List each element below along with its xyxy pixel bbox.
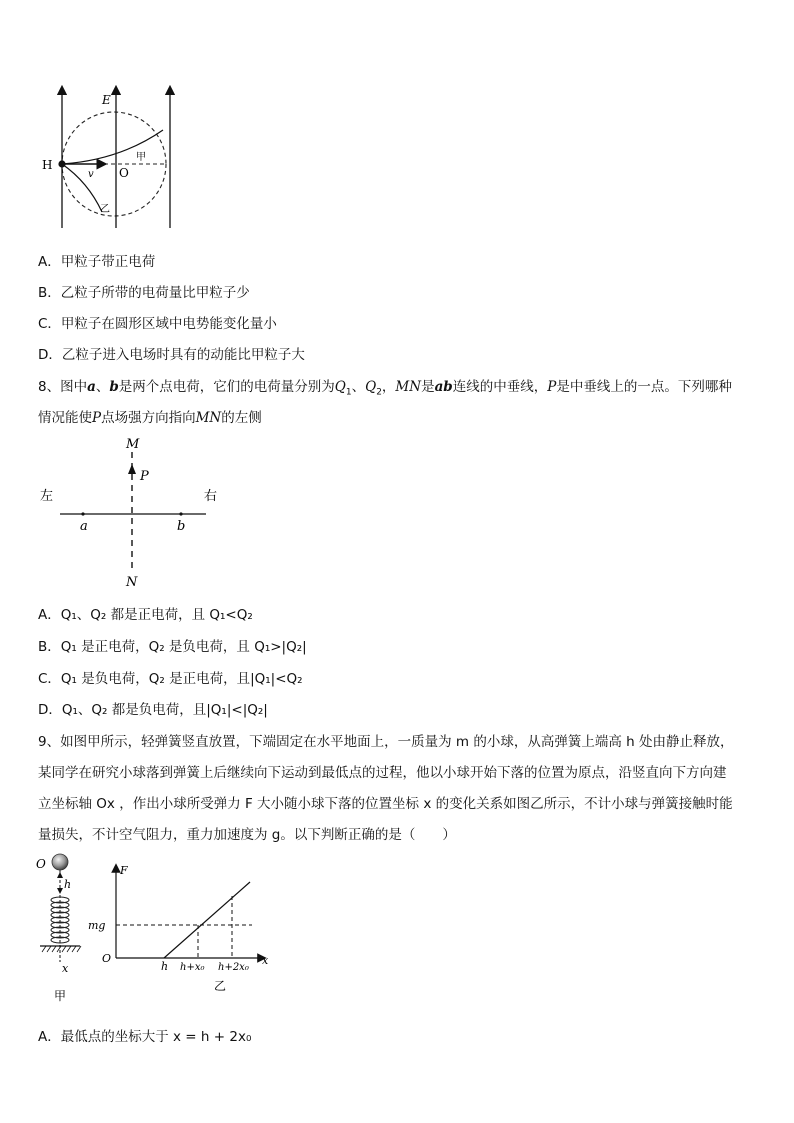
- q7-field-figure: [30, 82, 190, 234]
- trajectory-jia: [62, 130, 163, 164]
- p-arrow: [128, 464, 136, 474]
- q8-stem-line-2: [38, 406, 262, 426]
- q9-stem-line-3: 立坐标轴 Ox ，作出小球所受弹力 F 大小随小球下落的位置坐标 x 的变化关系如图乙所示，不计小球与弹簧接触时能: [38, 796, 733, 812]
- label-h: h: [161, 960, 169, 973]
- text: 、: [95, 379, 110, 395]
- q8-option-d: D．Q₁、Q₂ 都是负电荷，且|Q₁|<|Q₂|: [38, 702, 268, 718]
- text: 情况能使: [38, 410, 92, 426]
- caption-jia: 甲: [54, 989, 67, 1003]
- q8-option-a: A．Q₁、Q₂ 都是正电荷，且 Q₁<Q₂: [38, 607, 253, 623]
- label-x: x: [62, 962, 69, 975]
- text: 是: [421, 379, 435, 395]
- sub-2: 2: [376, 387, 382, 398]
- q7-option-a: A．甲粒子带正电荷: [38, 254, 156, 270]
- q7-option-d: D．乙粒子进入电场时具有的动能比甲粒子大: [38, 347, 305, 363]
- var-q2: Q: [365, 379, 377, 395]
- q8-option-b: B．Q₁ 是正电荷，Q₂ 是负电荷，且 Q₁>|Q₂|: [38, 639, 307, 655]
- label-E: E: [102, 93, 111, 107]
- label-P: P: [140, 469, 149, 484]
- label-h-x0: h+x₀: [180, 962, 205, 973]
- q9-spring-figure: [34, 850, 94, 1010]
- text: 连线的中垂线，: [452, 379, 548, 395]
- q8-option-c: C．Q₁ 是负电荷，Q₂ 是正电荷，且|Q₁|<Q₂: [38, 671, 303, 687]
- label-h: h: [64, 878, 72, 891]
- text: 是中垂线上的一点。下列哪种: [556, 379, 732, 395]
- q9-option-a: A．最低点的坐标大于 x = h + 2x₀: [38, 1029, 252, 1045]
- text: ，: [381, 379, 396, 395]
- text: 8、图中: [38, 379, 88, 395]
- label-F: F: [120, 864, 128, 877]
- label-N: N: [126, 575, 138, 590]
- trajectory-yi: [62, 164, 102, 212]
- var-p: P: [92, 410, 102, 426]
- label-O: O: [102, 952, 112, 965]
- force-line: [164, 882, 250, 958]
- label-H: H: [42, 158, 53, 172]
- h-arrow-down: [57, 888, 63, 894]
- var-a: a: [87, 379, 96, 395]
- h-arrow-up: [57, 872, 63, 878]
- label-O: O: [119, 166, 129, 180]
- label-M: M: [126, 437, 140, 452]
- label-yi: 乙: [100, 204, 110, 215]
- var-ab: ab: [434, 379, 453, 395]
- var-p: P: [547, 379, 557, 395]
- label-a: a: [80, 519, 88, 534]
- text: 是两个点电荷，它们的电荷量分别为: [118, 379, 335, 395]
- q9-stem-line-4: 量损失，不计空气阻力，重力加速度为 g。以下判断正确的是（ ）: [38, 827, 456, 843]
- text: 、: [351, 379, 366, 395]
- q9-stem-line-2: 某同学在研究小球落到弹簧上后继续向下运动到最低点的过程，他以小球开始下落的位置为原点，沿竖直向下方向建: [38, 765, 727, 781]
- caption-yi: 乙: [214, 979, 227, 993]
- text: 点场强方向指向: [101, 410, 196, 426]
- sub-1: 1: [345, 387, 352, 398]
- charge-b: [179, 512, 182, 515]
- q7-option-c: C．甲粒子在圆形区域中电势能变化量小: [38, 316, 277, 332]
- label-h-2x0: h+2x₀: [218, 962, 249, 973]
- var-mn: MN: [195, 410, 222, 426]
- var-mn: MN: [395, 379, 422, 395]
- q8-charge-figure: [36, 430, 226, 590]
- charge-a: [81, 512, 84, 515]
- label-right: 右: [204, 489, 218, 504]
- entry-point-H: [58, 160, 65, 167]
- label-x: x: [262, 954, 269, 967]
- q8-stem-line-1: [38, 375, 732, 398]
- var-q1: Q: [334, 379, 346, 395]
- q9-force-graph: [86, 858, 286, 998]
- label-v: v: [88, 169, 94, 180]
- label-mg: mg: [88, 919, 106, 932]
- var-b: b: [109, 379, 119, 395]
- q7-option-b: B．乙粒子所带的电荷量比甲粒子少: [38, 285, 250, 301]
- label-O: O: [36, 857, 46, 871]
- ground-hatching: [42, 946, 81, 952]
- label-jia: 甲: [136, 152, 146, 163]
- ball: [52, 854, 68, 870]
- text: 的左侧: [221, 410, 262, 426]
- q9-stem-line-1: 9、如图甲所示，轻弹簧竖直放置，下端固定在水平地面上，一质量为 m 的小球，从高弹簧上端高 h 处由静止释放，: [38, 734, 734, 750]
- label-left: 左: [40, 489, 54, 504]
- label-b: b: [177, 519, 186, 534]
